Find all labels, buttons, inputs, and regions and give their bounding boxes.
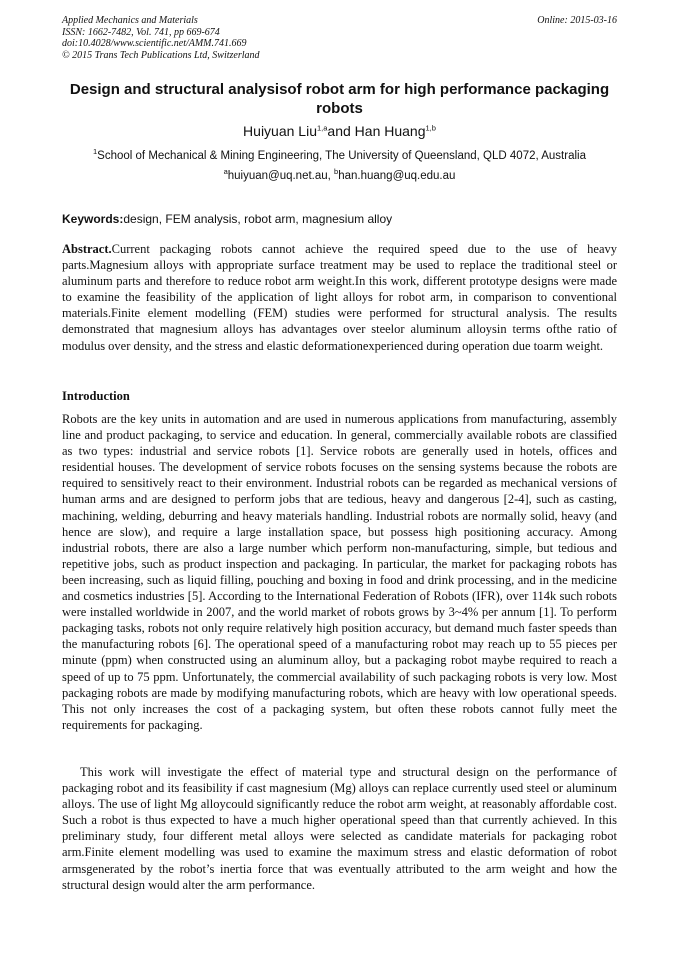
abstract-label: Abstract. (62, 242, 112, 256)
doi-line: doi:10.4028/www.scientific.net/AMM.741.669 (62, 38, 247, 49)
keywords-label: Keywords: (62, 212, 124, 226)
journal-name: Applied Mechanics and Materials (62, 15, 198, 26)
paragraph: This work will investigate the effect of material type and structural design on the performance of packaging robot and its feasibility if cast magnesium (Mg) alloys can replace currently used steel or aluminum alloys. The use of light Mg alloycould significantly reduce the robot arm weight, at reasonably affordable cost. Such a robot is thus expected to have a much higher operational speed than that currently achieved. In this preliminary study, four different metal alloys were selected as candidate materials for packaging robot arm.Finite element modelling was used to examine the maximum stress and elastic deformation of robot armsgenerated by the robot’s inertia force that was eventually attributed to the arm weight and how the structural design would alter the arm performance. (62, 765, 617, 892)
affiliation-text: School of Mechanical & Mining Engineering, The University of Queensland, QLD 4072, Australia (97, 150, 586, 162)
affiliation (62, 148, 617, 164)
section-heading: Introduction (62, 389, 130, 403)
email-superscript: a (223, 167, 228, 177)
author-superscript: 1,b (425, 123, 436, 133)
email-link[interactable]: huiyuan@uq.net.au, (227, 170, 335, 182)
paper-title: Design and structural analysisof robot arm for high performance packaging robots (69, 81, 610, 117)
paragraph: Robots are the key units in automation and are used in numerous applications from manufacturing, assembly line and product packaging, to service and education. In general, commercially available robots are classified as two types: industrial and service robots [1]. Service robots are generally used in hotels, offices and residential houses. The development of service robots focuses on the sensing systems because the robots are required to sensitively react to their environment. Industrial robots can be regarded as mechanical versions of human arms and are designed to perform jobs that are tedious, heavy and dangerous [2-4], such as casting, machining, welding, deburring and heavy materials handling. Industrial robots are normally solid, heavy (and hence are slow), and require a large installation space, but possess high positioning accuracy. Among industrial robots, there are also a large number which perform non-manufacturing, simple, but tedious and repetitive jobs, such as product inspection and packaging. In particular, the market for packaging robots has been increasing, such as liquid filling, pouching and boxing in food and drink processing, and in the medicine and cosmetics industries [5]. According to the International Federation of Robots (IFR), over 114k such robots were installed worldwide in 2007, and the world market of robots grows by 3~4% per annum [1]. To perform packaging tasks, robots not only require relatively high position accuracy, but demand much faster speeds than the manufacturing robots [6]. The operational speed of a manufacturing robot may reach up to 55 pieces per minute (ppm) when constructed using an aluminum alloy, but a packaging robot maybe required to reach a speed of up to 75 ppm. Unfortunately, the commercial availability of such packaging robots is very low. Most packaging robots are made by modifying manufacturing robots, which are heavy with low operational speeds. This not only increases the cost of a packaging system, but often these robots cannot fully meet the requirements for packaging. (62, 412, 617, 732)
online-date: Online: 2015-03-16 (537, 15, 617, 26)
author-emails (62, 168, 617, 184)
keywords-text: design, FEM analysis, robot arm, magnesium alloy (123, 212, 393, 226)
author-line (62, 122, 617, 140)
copyright-line: © 2015 Trans Tech Publications Ltd, Switzerland (62, 49, 260, 61)
keywords (62, 211, 617, 227)
abstract-text: Current packaging robots cannot achieve the required speed due to the use of heavy parts.Magnesium alloys with appropriate surface treatment may be used to replace the traditional steel or aluminum parts and therefore to reduce robot arm weight.In this work, different prototype designs were made to examine the feasibility of the application of light alloys for robot arm, in comparison to conventional materials.Finite element modelling (FEM) studies were performed for structural analysis. The results demonstrated that magnesium alloys has advantages over steelor aluminum alloysin terms ofthe ratio of modulus over density, and the stress and elastic deformationexperienced during operation due toarm weight. (62, 242, 617, 353)
journal-header (62, 15, 617, 61)
issn-line: ISSN: 1662-7482, Vol. 741, pp 669-674 (62, 26, 220, 38)
author-superscript: 1,a (316, 123, 328, 133)
email-link[interactable]: han.huang@uq.edu.au (338, 170, 456, 182)
author-name: Huiyuan Liu (243, 123, 317, 139)
affiliation-superscript: 1 (93, 147, 98, 157)
abstract (62, 241, 617, 354)
author-name: and Han Huang (327, 123, 426, 139)
email-superscript: b (334, 167, 339, 177)
